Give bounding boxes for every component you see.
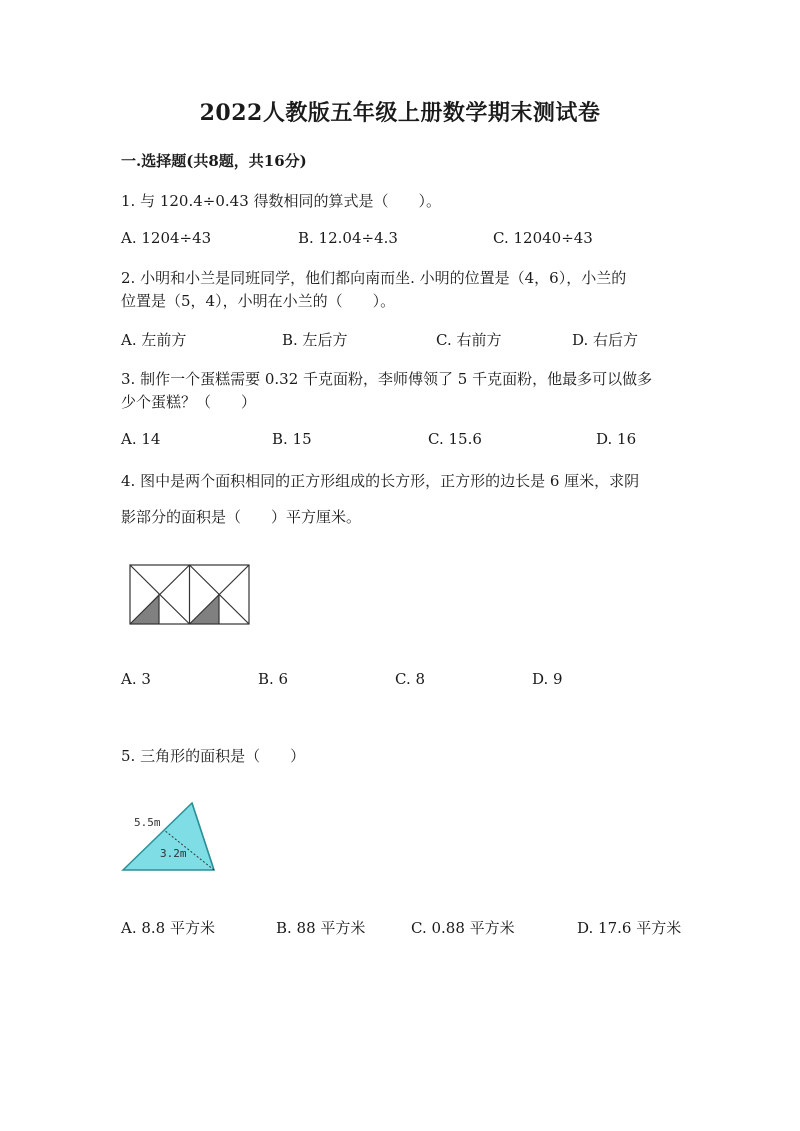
side-length-label: 5.5m [134,816,161,829]
q4-text-line1: 4. 图中是两个面积相同的正方形组成的长方形，正方形的边长是 6 厘米，求阴 [121,472,640,490]
q5-option-c: C. 0.88 平方米 [411,919,515,937]
q2-option-b: B. 左后方 [282,331,348,349]
q2-option-a: A. 左前方 [121,331,187,349]
q5-option-d: D. 17.6 平方米 [577,919,682,937]
q4-option-a: A. 3 [121,670,151,688]
q5-option-a: A. 8.8 平方米 [121,919,215,937]
q1-option-c: C. 12040÷43 [493,229,593,247]
page-title: 2022人教版五年级上册数学期末测试卷 [199,100,601,126]
q2-option-d: D. 右后方 [572,331,639,349]
q5-text: 5. 三角形的面积是（ ） [121,747,306,765]
section-title: 一.选择题(共8题，共16分) [121,152,307,170]
q3-text-line1: 3. 制作一个蛋糕需要 0.32 千克面粉，李师傅领了 5 千克面粉，他最多可以做多 [121,370,653,388]
q5-option-b: B. 88 平方米 [276,919,366,937]
q4-option-b: B. 6 [258,670,289,688]
q5-triangle-figure [120,800,220,875]
q2-text-line2: 位置是（5，4），小明在小兰的（ ）。 [121,292,396,310]
height-label: 3.2m [160,847,187,860]
q1-option-b: B. 12.04÷4.3 [298,229,398,247]
q4-text-line2: 影部分的面积是（ ）平方厘米。 [121,508,362,526]
q3-option-b: B. 15 [272,430,312,448]
q3-option-d: D. 16 [596,430,637,448]
q1-text: 1. 与 120.4÷0.43 得数相同的算式是（ ）。 [121,192,442,210]
q3-option-a: A. 14 [121,430,161,448]
q4-option-d: D. 9 [532,670,563,688]
q1-option-a: A. 1204÷43 [121,229,212,247]
q2-text-line1: 2. 小明和小兰是同班同学，他们都向南而坐. 小明的位置是（4，6），小兰的 [121,269,627,287]
q2-option-c: C. 右前方 [436,331,502,349]
q3-text-line2: 少个蛋糕？（ ） [121,393,257,411]
q3-option-c: C. 15.6 [428,430,482,448]
q4-option-c: C. 8 [395,670,426,688]
q4-rectangle-figure [129,564,251,626]
